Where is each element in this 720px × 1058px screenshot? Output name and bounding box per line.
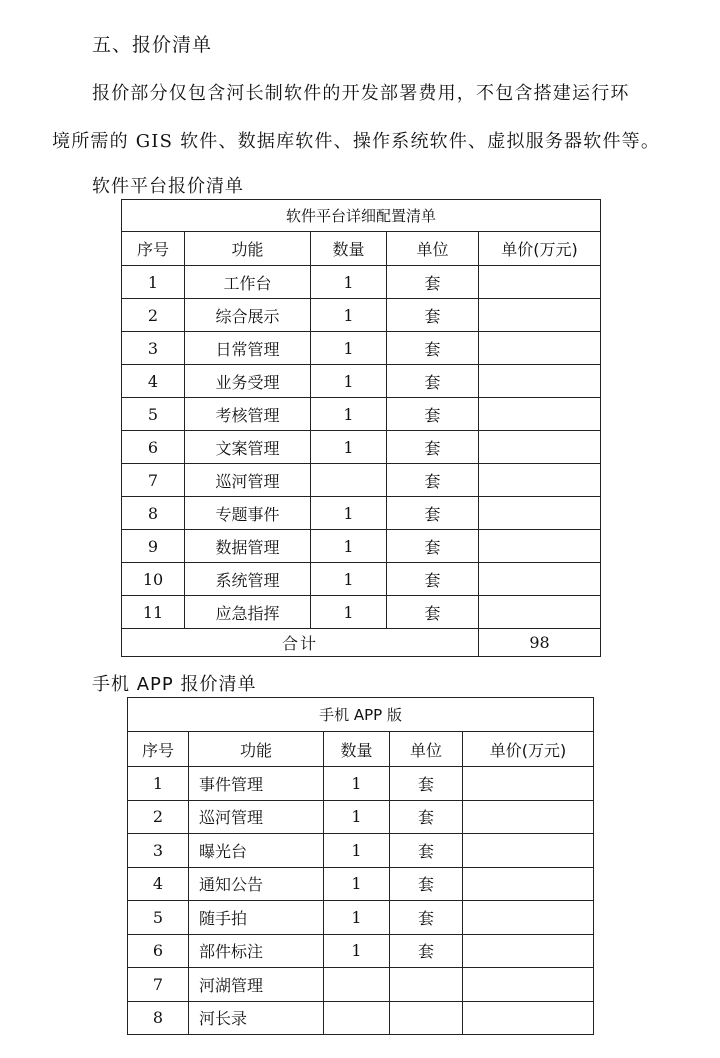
- table-row: [122, 332, 601, 365]
- header-index: 序号: [122, 232, 185, 266]
- header-function: 功能: [189, 732, 324, 767]
- row-quantity: 1: [324, 834, 390, 868]
- row-function: 业务受理: [185, 365, 311, 398]
- row-function: 通知公告: [189, 867, 324, 901]
- header-unit: 单位: [387, 232, 479, 266]
- row-index: 5: [122, 398, 185, 431]
- row-index: 6: [122, 431, 185, 464]
- row-function: 巡河管理: [185, 464, 311, 497]
- row-unit-price: [463, 867, 594, 901]
- row-quantity: 1: [311, 563, 387, 596]
- row-quantity: [324, 968, 390, 1002]
- row-unit: 套: [387, 431, 479, 464]
- row-quantity: 1: [311, 266, 387, 299]
- row-index: 7: [122, 464, 185, 497]
- row-unit-price: [479, 299, 601, 332]
- row-unit: 套: [387, 365, 479, 398]
- row-unit: 套: [387, 530, 479, 563]
- row-quantity: 1: [324, 800, 390, 834]
- row-unit-price: [463, 834, 594, 868]
- row-function: 曝光台: [189, 834, 324, 868]
- row-quantity: 1: [311, 332, 387, 365]
- table-row: [122, 596, 601, 629]
- table1-caption: 软件平台报价清单: [92, 176, 244, 197]
- row-unit-price: [479, 266, 601, 299]
- row-function: 综合展示: [185, 299, 311, 332]
- row-unit: 套: [390, 834, 463, 868]
- row-unit: 套: [390, 767, 463, 801]
- table-row: [122, 431, 601, 464]
- row-function: 工作台: [185, 266, 311, 299]
- intro-paragraph-line-1: 报价部分仅包含河长制软件的开发部署费用，不包含搭建运行环: [92, 83, 630, 104]
- row-unit: 套: [387, 563, 479, 596]
- table-row: [122, 365, 601, 398]
- row-function: 考核管理: [185, 398, 311, 431]
- row-index: 10: [122, 563, 185, 596]
- row-function: 数据管理: [185, 530, 311, 563]
- header-quantity: 数量: [324, 732, 390, 767]
- table-row: [128, 800, 594, 834]
- row-function: 事件管理: [189, 767, 324, 801]
- row-index: 1: [122, 266, 185, 299]
- row-unit: 套: [390, 867, 463, 901]
- row-quantity: 1: [311, 530, 387, 563]
- table-row: [122, 266, 601, 299]
- intro-paragraph-line-2: 境所需的 GIS 软件、数据库软件、操作系统软件、虚拟服务器软件等。: [52, 131, 661, 152]
- table-row: [128, 834, 594, 868]
- row-index: 6: [128, 934, 189, 968]
- row-quantity: 1: [311, 431, 387, 464]
- row-unit: 套: [390, 934, 463, 968]
- row-unit: 套: [387, 398, 479, 431]
- row-quantity: 1: [311, 365, 387, 398]
- header-unit: 单位: [390, 732, 463, 767]
- total-value: 98: [479, 629, 601, 657]
- row-unit-price: [479, 464, 601, 497]
- row-function: 文案管理: [185, 431, 311, 464]
- row-unit-price: [479, 431, 601, 464]
- table-row: [128, 901, 594, 935]
- row-function: 随手拍: [189, 901, 324, 935]
- row-unit-price: [463, 934, 594, 968]
- row-quantity: 1: [311, 497, 387, 530]
- total-label: 合计: [122, 629, 479, 657]
- row-unit-price: [479, 596, 601, 629]
- row-index: 8: [122, 497, 185, 530]
- row-index: 3: [128, 834, 189, 868]
- row-unit-price: [463, 968, 594, 1002]
- header-function: 功能: [185, 232, 311, 266]
- row-quantity: 1: [311, 398, 387, 431]
- table1-title: 软件平台详细配置清单: [122, 200, 601, 232]
- section-heading: 五、报价清单: [92, 34, 213, 56]
- row-index: 7: [128, 968, 189, 1002]
- row-unit: 套: [387, 497, 479, 530]
- table-row: [128, 968, 594, 1002]
- row-index: 5: [128, 901, 189, 935]
- row-quantity: [311, 464, 387, 497]
- row-unit-price: [479, 332, 601, 365]
- table2-caption: 手机 APP 报价清单: [92, 674, 257, 695]
- table-row: [128, 867, 594, 901]
- table-row: [128, 934, 594, 968]
- row-unit: [390, 968, 463, 1002]
- row-unit-price: [463, 901, 594, 935]
- row-unit-price: [463, 1001, 594, 1035]
- row-index: 1: [128, 767, 189, 801]
- row-index: 4: [128, 867, 189, 901]
- row-quantity: 1: [324, 934, 390, 968]
- row-index: 8: [128, 1001, 189, 1035]
- row-unit: 套: [387, 596, 479, 629]
- row-unit: 套: [387, 299, 479, 332]
- table-row: [128, 1001, 594, 1035]
- row-quantity: 1: [311, 299, 387, 332]
- row-index: 9: [122, 530, 185, 563]
- row-function: 河湖管理: [189, 968, 324, 1002]
- table-row: [122, 464, 601, 497]
- row-quantity: 1: [324, 901, 390, 935]
- header-unit-price: 单价(万元): [479, 232, 601, 266]
- row-function: 日常管理: [185, 332, 311, 365]
- mobile-app-quote-table: [127, 697, 594, 1035]
- row-quantity: 1: [324, 867, 390, 901]
- table-row: [122, 497, 601, 530]
- row-quantity: [324, 1001, 390, 1035]
- row-function: 系统管理: [185, 563, 311, 596]
- table2-title: 手机 APP 版: [128, 698, 594, 732]
- header-index: 序号: [128, 732, 189, 767]
- header-unit-price: 单价(万元): [463, 732, 594, 767]
- row-function: 巡河管理: [189, 800, 324, 834]
- row-unit: 套: [387, 332, 479, 365]
- row-unit-price: [479, 530, 601, 563]
- row-function: 河长录: [189, 1001, 324, 1035]
- row-quantity: 1: [324, 767, 390, 801]
- row-quantity: 1: [311, 596, 387, 629]
- row-unit-price: [479, 398, 601, 431]
- table-row: [128, 767, 594, 801]
- row-unit-price: [479, 365, 601, 398]
- row-function: 应急指挥: [185, 596, 311, 629]
- row-index: 3: [122, 332, 185, 365]
- total-row: [122, 629, 601, 657]
- software-platform-quote-table: [121, 199, 601, 657]
- table-row: [122, 299, 601, 332]
- row-index: 4: [122, 365, 185, 398]
- row-index: 11: [122, 596, 185, 629]
- row-unit: 套: [390, 800, 463, 834]
- row-unit: [390, 1001, 463, 1035]
- row-function: 专题事件: [185, 497, 311, 530]
- row-unit-price: [463, 800, 594, 834]
- row-unit-price: [479, 563, 601, 596]
- table-row: [122, 398, 601, 431]
- header-quantity: 数量: [311, 232, 387, 266]
- row-index: 2: [122, 299, 185, 332]
- row-unit-price: [479, 497, 601, 530]
- row-unit: 套: [390, 901, 463, 935]
- row-unit: 套: [387, 464, 479, 497]
- row-index: 2: [128, 800, 189, 834]
- row-function: 部件标注: [189, 934, 324, 968]
- row-unit-price: [463, 767, 594, 801]
- table-row: [122, 563, 601, 596]
- table-row: [122, 530, 601, 563]
- row-unit: 套: [387, 266, 479, 299]
